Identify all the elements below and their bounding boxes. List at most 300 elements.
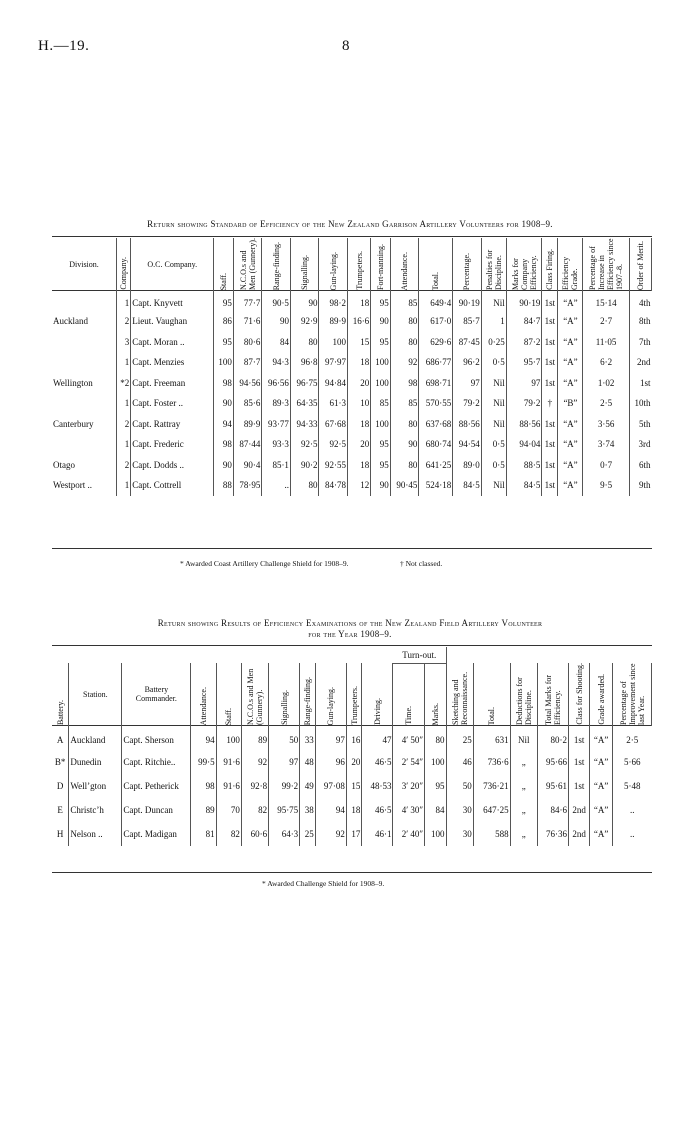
cell-signalling: 64·3 bbox=[269, 822, 300, 846]
col-header-total bbox=[473, 663, 510, 726]
cell-percentage-of-increase-in-efficiency-since-1907-8: 2·7 bbox=[583, 311, 629, 332]
cell-marks-for-company-efficiency: 94·04 bbox=[506, 434, 542, 455]
col-header-fort-manning bbox=[371, 238, 391, 291]
cell-attendance: 92 bbox=[390, 352, 419, 373]
rule bbox=[52, 548, 652, 549]
col-header-text: Order of Merit. bbox=[635, 240, 645, 290]
cell-company: *2 bbox=[117, 373, 131, 394]
cell-marks-for-company-efficiency: 84·5 bbox=[506, 475, 542, 496]
cell-sketching-and-reconnaissance: 30 bbox=[446, 798, 473, 822]
cell-grade-awarded: “A” bbox=[590, 822, 613, 846]
cell-trumpeters: 18 bbox=[348, 455, 371, 476]
cell-percentage-of-increase-in-efficiency-since-1907-8: 2·5 bbox=[583, 393, 629, 414]
col-header-trumpeters bbox=[346, 663, 362, 726]
col-header-text: Marks. bbox=[430, 702, 440, 725]
cell-gun-laying: 92·55 bbox=[319, 455, 348, 476]
cell-n-c-o-s-and-men-gunnery: 89·9 bbox=[233, 414, 262, 435]
cell-driving: 46·5 bbox=[362, 798, 393, 822]
cell-attendance: 80 bbox=[390, 332, 419, 353]
cell-company: 3 bbox=[117, 332, 131, 353]
col-header-text: Staff. bbox=[224, 707, 234, 725]
cell-percentage: 89·0 bbox=[453, 455, 482, 476]
cell-fort-manning: 95 bbox=[371, 291, 391, 312]
cell-total: 524·18 bbox=[419, 475, 453, 496]
cell-battery-commander: Capt. Sherson bbox=[122, 726, 191, 750]
col-header-order-of-merit bbox=[629, 238, 651, 291]
cell-gun-laying: 94·84 bbox=[319, 373, 348, 394]
cell-battery-commander: Capt. Ritchie.. bbox=[122, 750, 191, 774]
field-title-1: Return showing Results of Efficiency Examinations of the New Zealand Field Artillery Volunteer bbox=[157, 618, 543, 628]
cell-efficiency-grade: “A” bbox=[558, 475, 583, 496]
cell-total: 631 bbox=[473, 726, 510, 750]
col-header-text: Percentage. bbox=[462, 252, 472, 290]
cell-driving: 46·1 bbox=[362, 822, 393, 846]
cell-staff: 94 bbox=[214, 414, 234, 435]
cell-order-of-merit: 5th bbox=[638, 418, 651, 429]
cell-attendance: 94 bbox=[191, 726, 216, 750]
col-header-deductions-for-discipline bbox=[510, 663, 537, 726]
cell-division: Westport .. bbox=[52, 475, 117, 496]
cell-order-of-merit: 3rd bbox=[638, 439, 651, 450]
cell-trumpeters: 20 bbox=[348, 373, 371, 394]
cell-n-c-o-s-and-men-gunnery: 80·6 bbox=[233, 332, 262, 353]
col-header-attendance bbox=[390, 238, 419, 291]
cell-percentage-of-improvement-since-last-year: .. bbox=[630, 804, 635, 815]
cell-trumpeters: 18 bbox=[348, 352, 371, 373]
cell-percentage-of-increase-in-efficiency-since-1907-8: 3·74 bbox=[583, 434, 629, 455]
col-header-text: Class Firing. bbox=[545, 249, 555, 290]
cell-range-finding: .. bbox=[262, 475, 291, 496]
cell-signalling: 92·5 bbox=[290, 434, 319, 455]
cell-o-c-company: Lieut. Vaughan bbox=[131, 311, 214, 332]
cell-staff: 88 bbox=[214, 475, 234, 496]
cell-total: 686·77 bbox=[419, 352, 453, 373]
col-header-marks-for-company-efficiency bbox=[506, 238, 542, 291]
cell-marks-for-company-efficiency: 95·7 bbox=[506, 352, 542, 373]
cell-gun-laying: 97·97 bbox=[319, 352, 348, 373]
cell-deductions-for-discipline: „ bbox=[510, 750, 537, 774]
cell-gun-laying: 96 bbox=[315, 750, 346, 774]
cell-n-c-o-s-and-men-gunnery: 77·7 bbox=[233, 291, 262, 312]
cell-battery: D bbox=[52, 774, 69, 798]
cell-gun-laying: 67·68 bbox=[319, 414, 348, 435]
cell-grade-awarded: “A” bbox=[590, 798, 613, 822]
col-header-efficiency-grade bbox=[558, 238, 583, 291]
col-header-n-c-o-s-and-men-gunnery bbox=[233, 238, 262, 291]
cell-range-finding: 94·3 bbox=[262, 352, 291, 373]
cell-order-of-merit: 2nd bbox=[637, 357, 651, 368]
col-header-text: Total Marks for Efficiency. bbox=[543, 674, 562, 725]
cell-order-of-merit: 1st bbox=[639, 377, 651, 388]
col-header-text: Sketching and Reconnaissance. bbox=[450, 671, 469, 725]
cell-marks: 100 bbox=[425, 822, 446, 846]
cell-division: Canterbury bbox=[52, 414, 117, 435]
col-header-text: Driving. bbox=[372, 698, 382, 725]
cell-battery-commander: Capt. Duncan bbox=[122, 798, 191, 822]
col-header-text: Range-finding. bbox=[302, 676, 312, 725]
cell-gun-laying: 98·2 bbox=[319, 291, 348, 312]
cell-total: 637·68 bbox=[419, 414, 453, 435]
cell-division: Wellington bbox=[52, 373, 117, 394]
table-row bbox=[52, 352, 652, 373]
cell-staff: 95 bbox=[214, 291, 234, 312]
cell-percentage: 85·7 bbox=[453, 311, 482, 332]
cell-attendance: 98 bbox=[390, 373, 419, 394]
cell-attendance: 85 bbox=[390, 393, 419, 414]
col-header-battery-commander: Battery Commander. bbox=[122, 663, 191, 726]
cell-gun-laying: 94 bbox=[315, 798, 346, 822]
garrison-title: Return showing Standard of Efficiency of the New Zealand Garrison Artillery Volunteers for 1908–9. bbox=[147, 219, 553, 229]
cell-percentage-of-increase-in-efficiency-since-1907-8: 6·2 bbox=[583, 352, 629, 373]
cell-staff: 98 bbox=[214, 373, 234, 394]
cell-penalties-for-discipline: Nil bbox=[481, 414, 506, 435]
cell-efficiency-grade: “A” bbox=[558, 414, 583, 435]
cell-trumpeters: 20 bbox=[346, 750, 362, 774]
cell-signalling: 96·8 bbox=[290, 352, 319, 373]
rule bbox=[52, 872, 652, 873]
cell-attendance: 85 bbox=[390, 291, 419, 312]
table-row bbox=[52, 798, 652, 822]
cell-battery: B* bbox=[52, 750, 69, 774]
cell-fort-manning: 95 bbox=[371, 434, 391, 455]
cell-battery: A bbox=[52, 726, 69, 750]
cell-fort-manning: 95 bbox=[371, 332, 391, 353]
cell-class-firing: 1st bbox=[542, 373, 558, 394]
cell-grade-awarded: “A” bbox=[590, 774, 613, 798]
cell-n-c-o-s-and-men-gunnery: 85·6 bbox=[233, 393, 262, 414]
cell-total: 736·6 bbox=[473, 750, 510, 774]
cell-order-of-merit: 4th bbox=[638, 298, 651, 308]
cell-division: Auckland bbox=[52, 311, 117, 332]
table-row bbox=[52, 455, 652, 476]
cell-time: 3′ 20″ bbox=[393, 774, 425, 798]
col-header-range-finding bbox=[262, 238, 291, 291]
spacer bbox=[52, 647, 393, 663]
cell-range-finding: 89·3 bbox=[262, 393, 291, 414]
cell-fort-manning: 95 bbox=[371, 455, 391, 476]
field-footnote: * Awarded Challenge Shield for 1908–9. bbox=[262, 879, 385, 888]
cell-trumpeters: 10 bbox=[348, 393, 371, 414]
col-header-grade-awarded bbox=[590, 663, 613, 726]
cell-division bbox=[52, 434, 117, 455]
col-header-gun-laying bbox=[319, 238, 348, 291]
cell-attendance: 80 bbox=[390, 455, 419, 476]
col-header-text: Total. bbox=[487, 706, 497, 725]
cell-signalling: 92·9 bbox=[290, 311, 319, 332]
cell-percentage-of-increase-in-efficiency-since-1907-8: 11·05 bbox=[583, 332, 629, 353]
col-header-staff bbox=[216, 663, 241, 726]
cell-total: 698·71 bbox=[419, 373, 453, 394]
col-header-signalling bbox=[269, 663, 300, 726]
cell-division bbox=[52, 291, 117, 312]
cell-battery: E bbox=[52, 798, 69, 822]
cell-penalties-for-discipline: Nil bbox=[481, 393, 506, 414]
cell-n-c-o-s-and-men-gunnery: 94·56 bbox=[233, 373, 262, 394]
cell-percentage-of-increase-in-efficiency-since-1907-8: 15·14 bbox=[583, 291, 629, 312]
cell-trumpeters: 17 bbox=[346, 822, 362, 846]
garrison-footnote-2: † Not classed. bbox=[400, 559, 443, 568]
cell-range-finding: 84 bbox=[262, 332, 291, 353]
cell-trumpeters: 15 bbox=[346, 774, 362, 798]
cell-staff: 91·6 bbox=[216, 750, 241, 774]
cell-percentage-of-increase-in-efficiency-since-1907-8: 9·5 bbox=[583, 475, 629, 496]
cell-n-c-o-s-and-men-gunnery: 71·6 bbox=[233, 311, 262, 332]
cell-marks: 95 bbox=[425, 774, 446, 798]
cell-total-marks-for-efficiency: 76·36 bbox=[537, 822, 568, 846]
col-header-text: Time. bbox=[404, 706, 414, 725]
cell-percentage: 97 bbox=[453, 373, 482, 394]
cell-trumpeters: 18 bbox=[348, 291, 371, 312]
cell-efficiency-grade: “A” bbox=[558, 455, 583, 476]
cell-percentage: 88·56 bbox=[453, 414, 482, 435]
cell-percentage-of-increase-in-efficiency-since-1907-8: 1·02 bbox=[583, 373, 629, 394]
cell-division bbox=[52, 393, 117, 414]
col-header-marks bbox=[425, 663, 446, 726]
cell-staff: 70 bbox=[216, 798, 241, 822]
cell-class-firing: 1st bbox=[542, 352, 558, 373]
cell-percentage-of-improvement-since-last-year: 5·48 bbox=[624, 780, 641, 791]
cell-penalties-for-discipline: Nil bbox=[481, 475, 506, 496]
cell-station: Christc’h bbox=[69, 798, 122, 822]
cell-order-of-merit: 10th bbox=[634, 398, 651, 409]
cell-range-finding: 33 bbox=[300, 726, 316, 750]
cell-o-c-company: Capt. Knyvett bbox=[131, 291, 214, 312]
cell-class-firing: 1st bbox=[542, 414, 558, 435]
table-row bbox=[52, 332, 652, 353]
col-header-attendance bbox=[191, 663, 216, 726]
cell-total: 629·6 bbox=[419, 332, 453, 353]
cell-class-for-shooting: 2nd bbox=[568, 798, 589, 822]
cell-battery-commander: Capt. Petherick bbox=[122, 774, 191, 798]
cell-staff: 82 bbox=[216, 822, 241, 846]
cell-company: 1 bbox=[117, 393, 131, 414]
cell-gun-laying: 100 bbox=[319, 332, 348, 353]
cell-company: 2 bbox=[117, 414, 131, 435]
cell-trumpeters: 18 bbox=[346, 798, 362, 822]
cell-percentage: 84·5 bbox=[453, 475, 482, 496]
cell-gun-laying: 92 bbox=[315, 822, 346, 846]
cell-company: 2 bbox=[117, 311, 131, 332]
col-header-range-finding bbox=[300, 663, 316, 726]
col-header-text: Marks for Company Efficiency. bbox=[510, 255, 538, 290]
col-header-time bbox=[393, 663, 425, 726]
cell-class-for-shooting: 1st bbox=[568, 750, 589, 774]
cell-deductions-for-discipline: Nil bbox=[510, 726, 537, 750]
col-header-text: Range-finding. bbox=[271, 241, 281, 290]
cell-staff: 90 bbox=[214, 393, 234, 414]
cell-signalling: 94·33 bbox=[290, 414, 319, 435]
cell-trumpeters: 16 bbox=[346, 726, 362, 750]
cell-class-firing: 1st bbox=[542, 434, 558, 455]
cell-signalling: 96·75 bbox=[290, 373, 319, 394]
col-header-text: Total. bbox=[431, 271, 441, 290]
cell-company: 1 bbox=[117, 352, 131, 373]
cell-o-c-company: Capt. Foster .. bbox=[131, 393, 214, 414]
field-title-2: for the Year 1908–9. bbox=[308, 629, 392, 639]
cell-marks-for-company-efficiency: 90·19 bbox=[506, 291, 542, 312]
cell-division bbox=[52, 332, 117, 353]
table-row bbox=[52, 726, 652, 750]
col-header-text: Efficiency Grade. bbox=[561, 256, 580, 290]
cell-marks: 84 bbox=[425, 798, 446, 822]
table-row bbox=[52, 822, 652, 846]
cell-percentage-of-improvement-since-last-year: .. bbox=[630, 828, 635, 839]
col-header-sketching-and-reconnaissance bbox=[446, 663, 473, 726]
cell-fort-manning: 85 bbox=[371, 393, 391, 414]
cell-range-finding: 49 bbox=[300, 774, 316, 798]
col-header-text: Signalling. bbox=[300, 255, 310, 290]
cell-penalties-for-discipline: 0·5 bbox=[481, 455, 506, 476]
cell-signalling: 99·2 bbox=[269, 774, 300, 798]
cell-marks: 80 bbox=[425, 726, 446, 750]
col-header-text: Signalling. bbox=[279, 690, 289, 725]
col-header-text: Gun-laying. bbox=[328, 251, 338, 290]
cell-marks-for-company-efficiency: 79·2 bbox=[506, 393, 542, 414]
cell-n-c-o-s-and-men-gunnery: 90·4 bbox=[233, 455, 262, 476]
cell-attendance: 80 bbox=[390, 414, 419, 435]
col-header-text: Deductions for Discipline. bbox=[514, 677, 533, 725]
cell-attendance: 99·5 bbox=[191, 750, 216, 774]
cell-efficiency-grade: “A” bbox=[558, 434, 583, 455]
col-header-total-marks-for-efficiency bbox=[537, 663, 568, 726]
col-header-text: Percentage of Improvement since last Year. bbox=[618, 663, 646, 725]
cell-attendance: 81 bbox=[191, 822, 216, 846]
turnout-label: Turn-out. bbox=[393, 647, 446, 663]
col-header-station: Station. bbox=[69, 663, 122, 726]
cell-division bbox=[52, 352, 117, 373]
cell-station: Well’gton bbox=[69, 774, 122, 798]
cell-percentage-of-increase-in-efficiency-since-1907-8: 3·56 bbox=[583, 414, 629, 435]
cell-class-for-shooting: 2nd bbox=[568, 822, 589, 846]
cell-range-finding: 38 bbox=[300, 798, 316, 822]
cell-efficiency-grade: “B” bbox=[558, 393, 583, 414]
cell-fort-manning: 100 bbox=[371, 373, 391, 394]
cell-order-of-merit: 8th bbox=[638, 316, 651, 327]
cell-driving: 46·5 bbox=[362, 750, 393, 774]
cell-n-c-o-s-and-men-gunnery: 60·6 bbox=[241, 822, 268, 846]
cell-gun-laying: 97 bbox=[315, 726, 346, 750]
cell-range-finding: 85·1 bbox=[262, 455, 291, 476]
cell-penalties-for-discipline: 1 bbox=[481, 311, 506, 332]
table-row bbox=[52, 750, 652, 774]
cell-signalling: 80 bbox=[290, 332, 319, 353]
col-header-text: Attendance. bbox=[198, 686, 208, 725]
cell-o-c-company: Capt. Frederic bbox=[131, 434, 214, 455]
cell-signalling: 64·35 bbox=[290, 393, 319, 414]
cell-o-c-company: Capt. Rattray bbox=[131, 414, 214, 435]
cell-signalling: 90·2 bbox=[290, 455, 319, 476]
cell-attendance: 90 bbox=[390, 434, 419, 455]
cell-station: Nelson .. bbox=[69, 822, 122, 846]
table-row bbox=[52, 434, 652, 455]
table-row bbox=[52, 311, 652, 332]
col-header-gun-laying bbox=[315, 663, 346, 726]
cell-fort-manning: 90 bbox=[371, 475, 391, 496]
cell-marks-for-company-efficiency: 88·56 bbox=[506, 414, 542, 435]
cell-driving: 48·53 bbox=[362, 774, 393, 798]
cell-n-c-o-s-and-men-gunnery: 87·7 bbox=[233, 352, 262, 373]
col-header-trumpeters bbox=[348, 238, 371, 291]
col-header-signalling bbox=[290, 238, 319, 291]
cell-efficiency-grade: “A” bbox=[558, 311, 583, 332]
cell-staff: 100 bbox=[214, 352, 234, 373]
cell-time: 2′ 40″ bbox=[393, 822, 425, 846]
cell-o-c-company: Capt. Cottrell bbox=[131, 475, 214, 496]
cell-total: 736·21 bbox=[473, 774, 510, 798]
cell-driving: 47 bbox=[362, 726, 393, 750]
cell-percentage-of-improvement-since-last-year: 5·66 bbox=[624, 756, 641, 767]
cell-marks-for-company-efficiency: 88·5 bbox=[506, 455, 542, 476]
col-header-text: Penalties for Discipline. bbox=[484, 249, 503, 290]
col-header-text: Trumpeters. bbox=[349, 686, 359, 725]
cell-attendance: 80 bbox=[390, 311, 419, 332]
cell-percentage-of-increase-in-efficiency-since-1907-8: 0·7 bbox=[583, 455, 629, 476]
garrison-footnote-1: * Awarded Coast Artillery Challenge Shield for 1908–9. bbox=[180, 559, 349, 568]
cell-efficiency-grade: “A” bbox=[558, 291, 583, 312]
cell-sketching-and-reconnaissance: 25 bbox=[446, 726, 473, 750]
cell-staff: 98 bbox=[214, 434, 234, 455]
cell-class-firing: † bbox=[542, 393, 558, 414]
cell-order-of-merit: 7th bbox=[638, 336, 651, 347]
cell-time: 2′ 54″ bbox=[393, 750, 425, 774]
spacer bbox=[446, 647, 651, 663]
cell-gun-laying: 97·08 bbox=[315, 774, 346, 798]
table-row bbox=[52, 393, 652, 414]
cell-total: 588 bbox=[473, 822, 510, 846]
col-header-text: Attendance. bbox=[400, 251, 410, 290]
cell-deductions-for-discipline: „ bbox=[510, 798, 537, 822]
cell-class-firing: 1st bbox=[542, 291, 558, 312]
cell-marks-for-company-efficiency: 97 bbox=[506, 373, 542, 394]
cell-station: Dunedin bbox=[69, 750, 122, 774]
col-header-total bbox=[419, 238, 453, 291]
header-ref: H.—19. bbox=[38, 38, 90, 54]
cell-attendance: 98 bbox=[191, 774, 216, 798]
cell-attendance: 89 bbox=[191, 798, 216, 822]
col-header-text: N.C.O.s and Men (Gunnery). bbox=[238, 238, 257, 290]
cell-penalties-for-discipline: Nil bbox=[481, 291, 506, 312]
cell-order-of-merit: 9th bbox=[638, 480, 651, 491]
cell-class-for-shooting: 1st bbox=[568, 774, 589, 798]
cell-percentage-of-improvement-since-last-year: 2·5 bbox=[626, 734, 639, 745]
rule bbox=[52, 645, 652, 646]
cell-staff: 90 bbox=[214, 455, 234, 476]
cell-n-c-o-s-and-men-gunnery: 82 bbox=[241, 798, 268, 822]
col-header-driving bbox=[362, 663, 393, 726]
cell-o-c-company: Capt. Dodds .. bbox=[131, 455, 214, 476]
col-header-text: Fort-manning. bbox=[375, 244, 385, 290]
cell-gun-laying: 92·5 bbox=[319, 434, 348, 455]
field-table bbox=[52, 647, 652, 846]
table-row bbox=[52, 291, 652, 312]
cell-signalling: 50 bbox=[269, 726, 300, 750]
cell-company: 1 bbox=[117, 291, 131, 312]
cell-n-c-o-s-and-men-gunnery: 89 bbox=[241, 726, 268, 750]
cell-total: 647·25 bbox=[473, 798, 510, 822]
cell-trumpeters: 20 bbox=[348, 434, 371, 455]
cell-marks: 100 bbox=[425, 750, 446, 774]
col-header-percentage-of-improvement-since-last-year bbox=[613, 663, 652, 726]
cell-class-firing: 1st bbox=[542, 332, 558, 353]
cell-gun-laying: 84·78 bbox=[319, 475, 348, 496]
cell-o-c-company: Capt. Menzies bbox=[131, 352, 214, 373]
cell-trumpeters: 12 bbox=[348, 475, 371, 496]
cell-battery-commander: Capt. Madigan bbox=[122, 822, 191, 846]
table-row bbox=[52, 414, 652, 435]
col-header-n-c-o-s-and-men-gunnery bbox=[241, 663, 268, 726]
cell-signalling: 90 bbox=[290, 291, 319, 312]
cell-total: 617·0 bbox=[419, 311, 453, 332]
